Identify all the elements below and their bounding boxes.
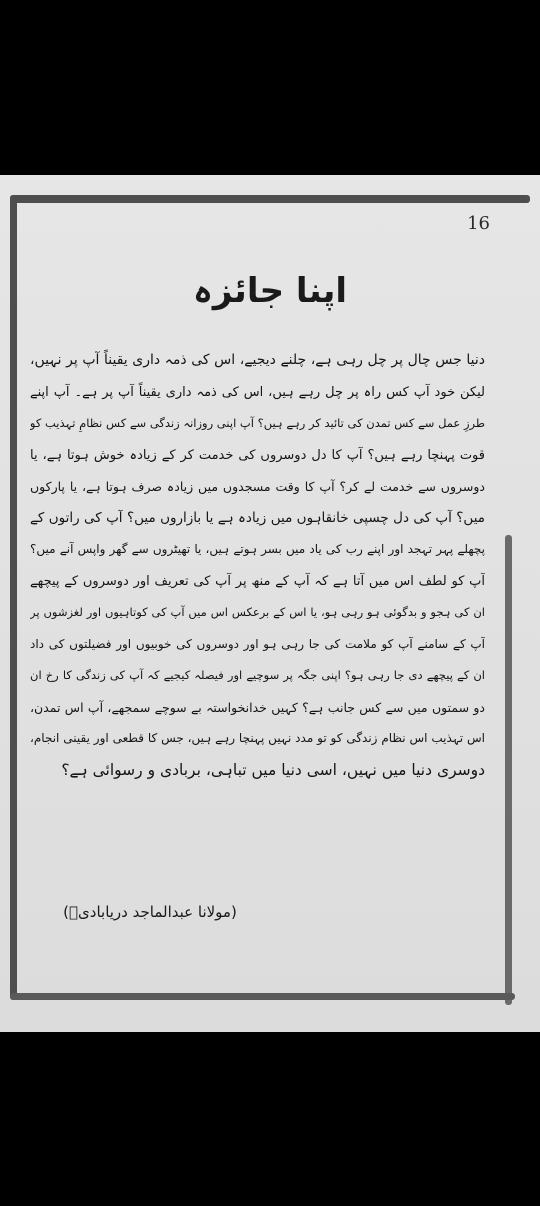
text-line: لیکن خود آپ کس راہ پر چل رہے ہیں، اس کی ذمہ داری یقیناً آپ پر ہے۔ آپ اپنے bbox=[30, 384, 485, 400]
page-border-right bbox=[505, 535, 512, 1005]
page-border-left bbox=[10, 195, 17, 1000]
page-title: اپنا جائزہ bbox=[192, 271, 347, 311]
text-line: دوسری دنیا میں نہیں، اسی دنیا میں تباہی، بربادی و رسوائی ہے؟ bbox=[61, 760, 485, 779]
text-line: دنیا جس چال پر چل رہی ہے، چلنے دیجیے، اس کی ذمہ داری یقیناً آپ پر نہیں، bbox=[30, 352, 485, 368]
text-line: پچھلے پہر تہجد اور اپنے رب کی یاد میں بسر ہوتے ہیں، یا تھیٹروں سے گھر واپس آنے میں؟ bbox=[30, 542, 485, 556]
text-line: طرزِ عمل سے کس تمدن کی تائید کر رہے ہیں؟ آپ اپنی روزانہ زندگی سے کس نظامِ تہذیب کو bbox=[30, 416, 485, 430]
text-line: ان کی ہجو و بدگوئی ہو رہی ہو، یا اس کے برعکس اس میں آپ کی کوتاہیوں اور لغزشوں پر bbox=[30, 605, 485, 619]
text-line: قوت پہنچا رہے ہیں؟ آپ کا دل دوسروں کی خدمت کر کے زیادہ خوش ہوتا ہے، یا bbox=[30, 447, 485, 463]
page-border-bottom bbox=[10, 993, 515, 1000]
bottom-black-band bbox=[0, 1032, 540, 1206]
text-line: آپ کے سامنے آپ کو ملامت کی جا رہی ہو اور دوسروں کی خوبیوں اور فضیلتوں کی داد bbox=[30, 636, 485, 651]
text-line: آپ کو لطف اس میں آتا ہے کہ آپ کے منھ پر آپ کی تعریف اور دوسروں کے پیچھے bbox=[30, 573, 485, 589]
author-signature: (مولانا عبدالماجد دریابادیؒ) bbox=[63, 903, 237, 921]
text-line: دو سمتوں میں سے کس جانب ہے؟ کہیں خدانخواستہ بے سوچے سمجھے، آپ اس تمدن، bbox=[30, 699, 485, 715]
text-line: میں؟ آپ کی دل چسپی خانقاہوں میں زیادہ ہے یا بازاروں میں؟ آپ کی راتوں کے bbox=[30, 509, 485, 526]
top-black-band bbox=[0, 0, 540, 175]
page-border-top bbox=[10, 195, 530, 203]
text-line: دوسروں سے خدمت لے کر؟ آپ کا وقت مسجدوں میں زیادہ صرف ہوتا ہے، یا پارکوں bbox=[30, 479, 485, 494]
article-body bbox=[30, 345, 485, 786]
book-page-photo bbox=[0, 175, 540, 1032]
text-line: ان کے پیچھے دی جا رہی ہو؟ اپنی جگہ پر سوچیے اور فیصلہ کیجیے کہ آپ کی زندگی کا رخ ان bbox=[30, 668, 485, 682]
page-number: 16 bbox=[467, 213, 490, 234]
text-line: اس تہذیب اس نظام زندگی کو تو مدد نہیں پہنچا رہے ہیں، جس کا قطعی اور یقینی انجام، bbox=[30, 731, 485, 745]
